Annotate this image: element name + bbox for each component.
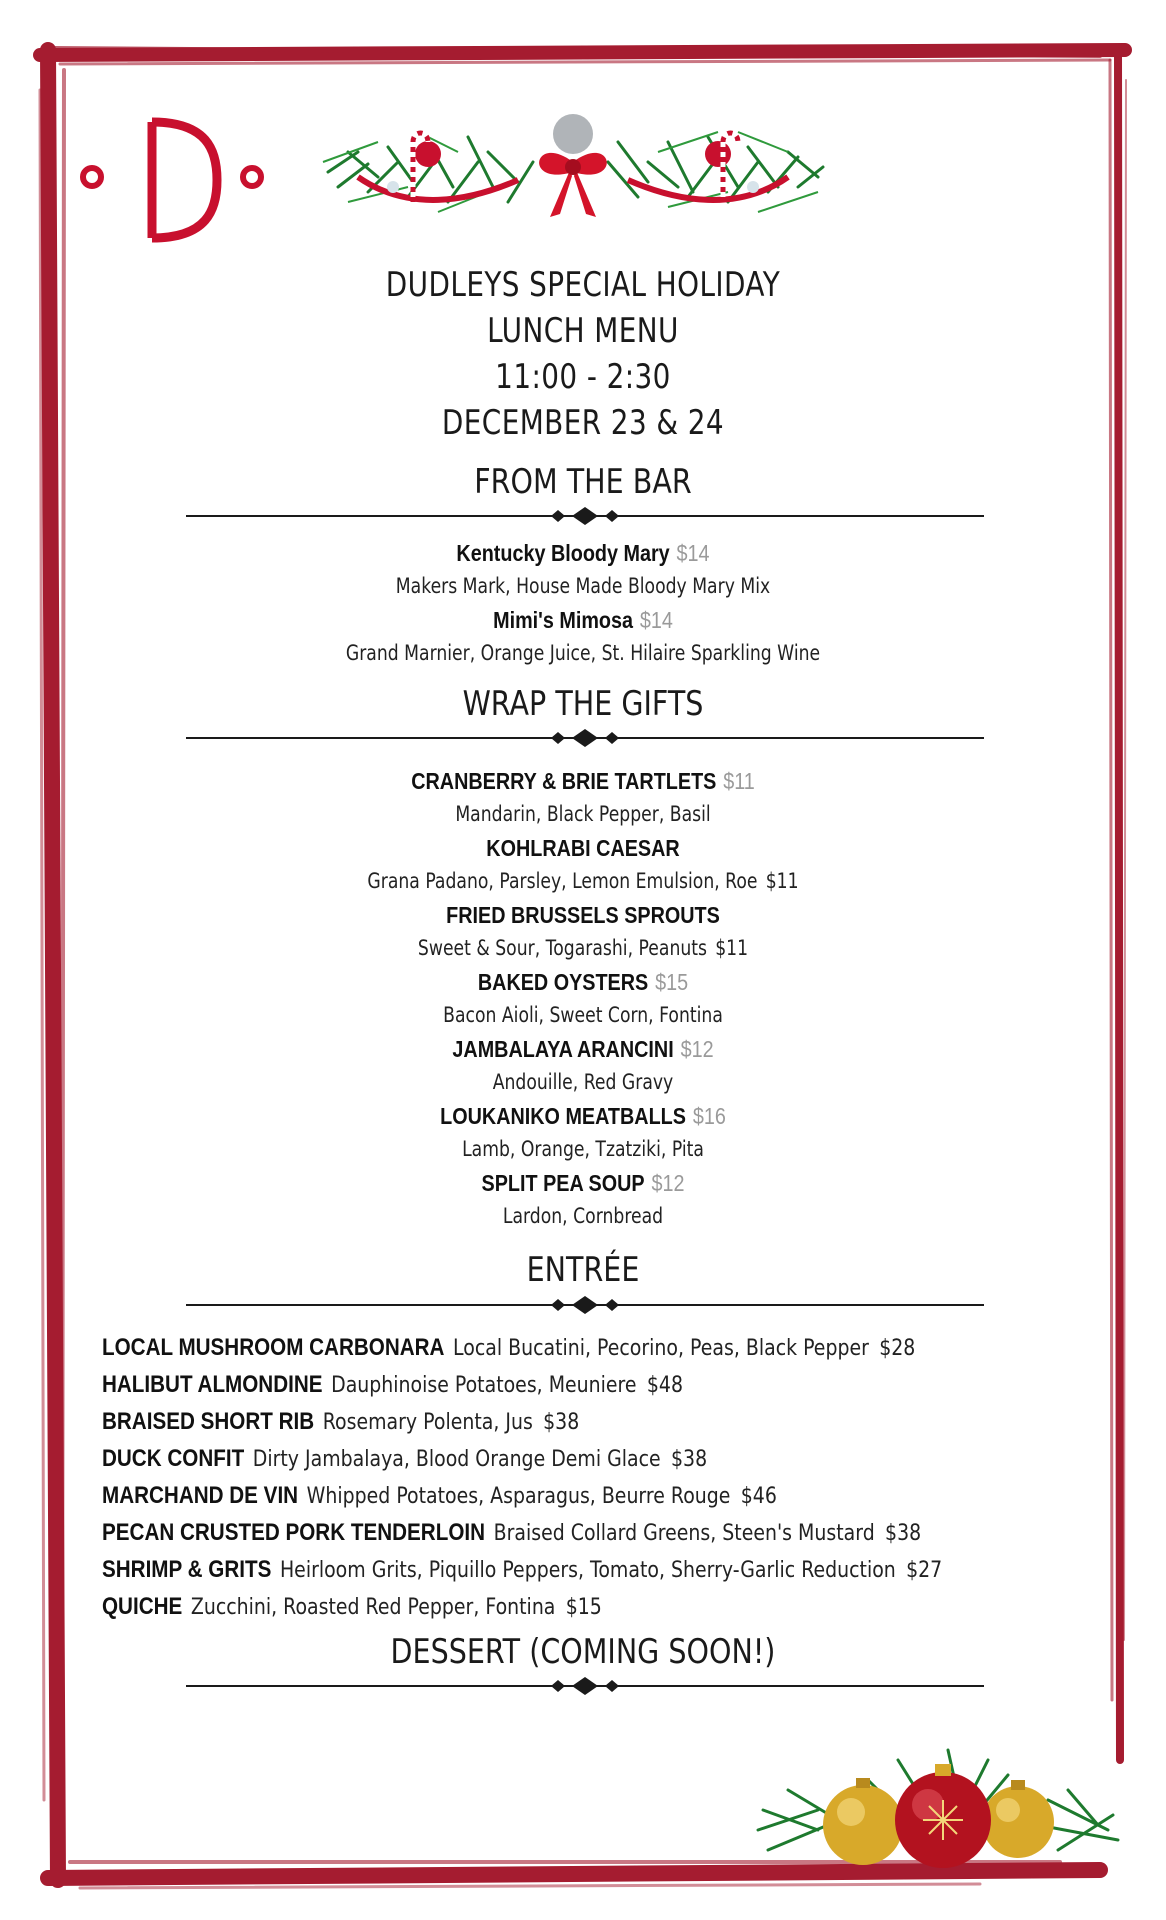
item-name: Mimi's Mimosa — [493, 607, 634, 633]
menu-item — [82, 536, 1085, 570]
title-line: DUDLEYS SPECIAL HOLIDAY — [385, 265, 781, 305]
item-name: KOHLRABI CAESAR — [486, 835, 680, 861]
christmas-garland-icon — [318, 92, 828, 242]
entree-item — [102, 1441, 962, 1478]
item-description-text: Bacon Aioli, Sweet Corn, Fontina — [443, 1003, 723, 1027]
item-description: Dauphinoise Potatoes, Meuniere — [331, 1373, 637, 1398]
item-description-text: Mandarin, Black Pepper, Basil — [455, 802, 711, 826]
item-name: DUCK CONFIT — [102, 1445, 245, 1472]
dudleys-logo — [72, 110, 272, 250]
item-description: Heirloom Grits, Piquillo Peppers, Tomato, Sherry-Garlic Reduction — [279, 1558, 896, 1583]
menu-item — [82, 1032, 1085, 1066]
item-description: Local Bucatini, Pecorino, Peas, Black Pepper — [453, 1336, 869, 1361]
item-price: $11 — [723, 768, 755, 794]
entree-item — [102, 1330, 962, 1367]
title-line: LUNCH MENU — [487, 311, 679, 351]
section-title: ENTRÉE — [526, 1250, 640, 1290]
item-description: Grand Marnier, Orange Juice, St. Hilaire Sparkling Wine — [345, 641, 821, 665]
item-price: $12 — [680, 1036, 714, 1062]
item-description — [105, 865, 1061, 898]
section-title: DESSERT (COMING SOON!) — [390, 1632, 776, 1672]
item-price: $15 — [655, 969, 689, 995]
ornamental-divider — [186, 1294, 984, 1316]
section-heading-entree — [0, 1250, 1166, 1290]
item-name: PECAN CRUSTED PORK TENDERLOIN — [102, 1519, 486, 1546]
item-name: BRAISED SHORT RIB — [102, 1408, 315, 1435]
item-description — [105, 1133, 1061, 1166]
item-description — [105, 1066, 1061, 1099]
item-name: CRANBERRY & BRIE TARTLETS — [411, 768, 717, 794]
christmas-ornaments-icon — [748, 1730, 1128, 1880]
item-description-text: Sweet & Sour, Togarashi, Peanuts — [417, 936, 707, 960]
item-name: QUICHE — [102, 1593, 183, 1620]
section-title: WRAP THE GIFTS — [462, 684, 704, 724]
item-description: Rosemary Polenta, Jus — [322, 1410, 533, 1435]
item-price: $38 — [885, 1521, 922, 1546]
item-price: $38 — [671, 1447, 708, 1472]
item-description-text: Andouille, Red Gravy — [492, 1070, 674, 1094]
ornamental-divider — [186, 505, 984, 527]
menu-item — [82, 1166, 1085, 1200]
item-price: $38 — [543, 1410, 580, 1435]
item-name: BAKED OYSTERS — [477, 969, 649, 995]
item-description: Makers Mark, House Made Bloody Mary Mix — [395, 574, 771, 598]
menu-item — [82, 764, 1085, 798]
item-name: MARCHAND DE VIN — [102, 1482, 299, 1509]
entree-item — [102, 1589, 962, 1626]
item-name: SPLIT PEA SOUP — [481, 1170, 645, 1196]
title-line: 11:00 - 2:30 — [495, 357, 671, 397]
bar-items — [0, 536, 1166, 670]
item-price: $16 — [692, 1103, 726, 1129]
item-price: $46 — [740, 1484, 777, 1509]
item-description — [105, 999, 1061, 1032]
menu-item — [82, 1099, 1085, 1133]
item-name: FRIED BRUSSELS SPROUTS — [446, 902, 720, 928]
item-price: $28 — [879, 1336, 916, 1361]
item-name: HALIBUT ALMONDINE — [102, 1371, 323, 1398]
item-description — [105, 798, 1061, 831]
item-description: Zucchini, Roasted Red Pepper, Fontina — [190, 1595, 556, 1620]
entree-item — [102, 1515, 962, 1552]
ornamental-divider — [186, 727, 984, 749]
ornamental-divider — [186, 1675, 984, 1697]
item-name: Kentucky Bloody Mary — [456, 540, 670, 566]
item-price: $14 — [639, 607, 673, 633]
entree-item — [102, 1367, 962, 1404]
item-price: $48 — [646, 1373, 684, 1398]
item-price: $11 — [765, 869, 799, 893]
item-name: LOUKANIKO MEATBALLS — [440, 1103, 686, 1129]
dudleys-logo-icon — [72, 110, 272, 250]
item-description: Braised Collard Greens, Steen's Mustard — [493, 1521, 875, 1546]
entree-item — [102, 1552, 962, 1589]
section-heading-dessert — [0, 1632, 1166, 1672]
item-price: $11 — [715, 936, 749, 960]
section-heading-bar — [0, 462, 1166, 502]
menu-item — [82, 603, 1085, 637]
item-price: $14 — [676, 540, 710, 566]
menu-title — [0, 262, 1166, 446]
section-heading-gifts — [0, 684, 1166, 724]
section-title: FROM THE BAR — [474, 462, 692, 502]
entree-item — [102, 1478, 962, 1515]
item-price: $27 — [906, 1558, 943, 1583]
menu-item — [82, 898, 1085, 932]
item-description — [105, 932, 1061, 965]
entree-item — [102, 1404, 962, 1441]
item-name: LOCAL MUSHROOM CARBONARA — [102, 1334, 445, 1361]
item-price: $12 — [651, 1170, 685, 1196]
item-name: JAMBALAYA ARANCINI — [452, 1036, 674, 1062]
item-name: SHRIMP & GRITS — [102, 1556, 272, 1583]
entree-list — [102, 1330, 1102, 1626]
item-price: $15 — [565, 1595, 602, 1620]
gifts-items — [0, 764, 1166, 1233]
menu-item — [82, 831, 1085, 865]
menu-item — [82, 965, 1085, 999]
item-description-text: Grana Padano, Parsley, Lemon Emulsion, Roe — [367, 869, 758, 893]
item-description: Whipped Potatoes, Asparagus, Beurre Rouge — [306, 1484, 731, 1509]
title-line: DECEMBER 23 & 24 — [441, 403, 725, 443]
item-description-text: Lardon, Cornbread — [502, 1204, 664, 1228]
item-description: Dirty Jambalaya, Blood Orange Demi Glace — [252, 1447, 661, 1472]
item-description — [105, 1200, 1061, 1233]
item-description-text: Lamb, Orange, Tzatziki, Pita — [462, 1137, 704, 1161]
